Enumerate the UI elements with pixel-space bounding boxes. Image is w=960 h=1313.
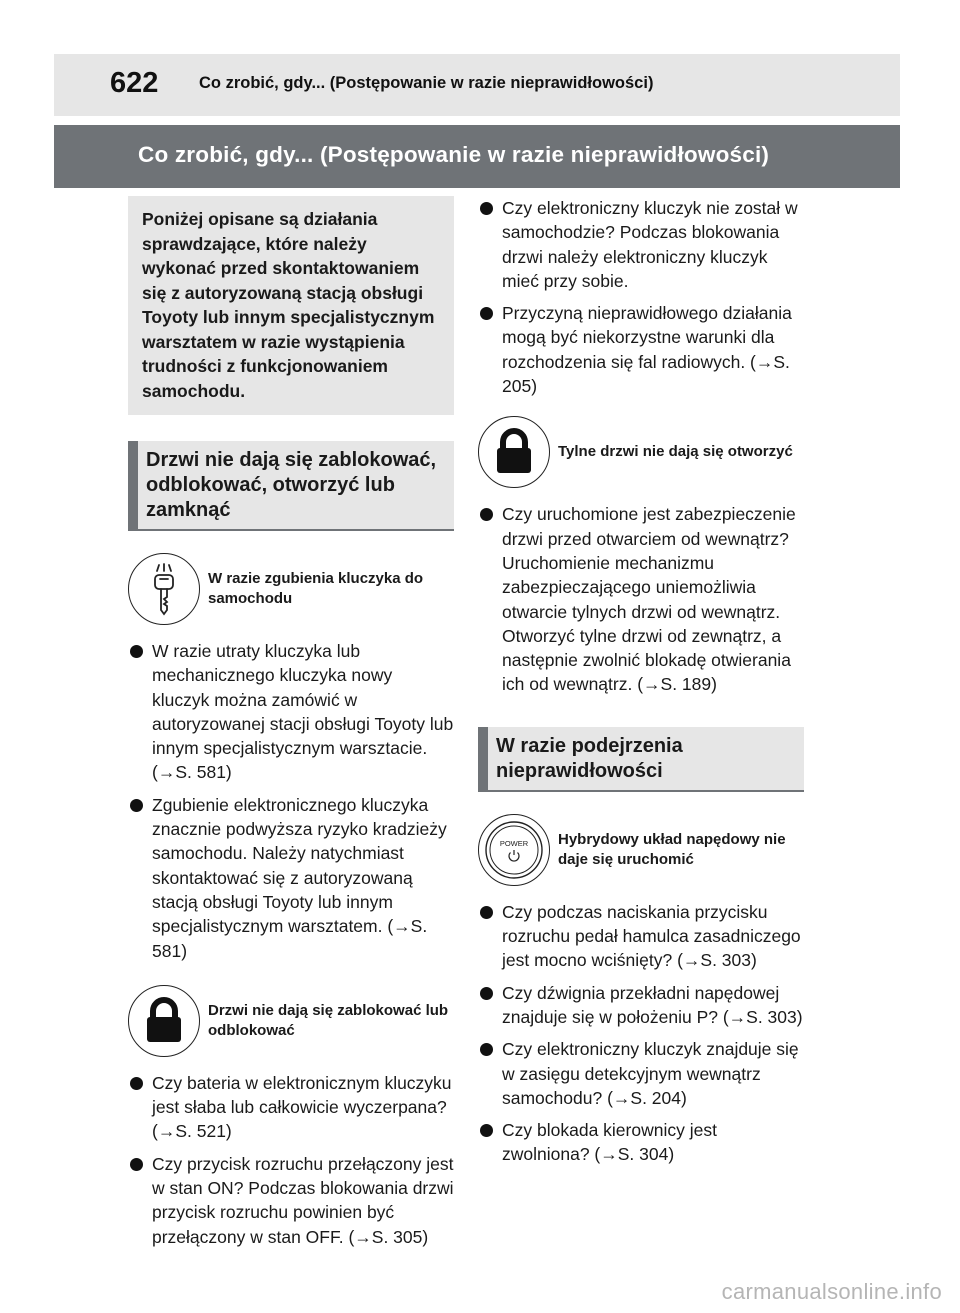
page-number: 622 — [110, 67, 159, 99]
lock-icon — [478, 416, 550, 488]
list-item: Czy dźwignia przekładni napędowej znajduje się w położeniu P? (→S. 303) — [478, 981, 804, 1030]
footer-watermark: carmanualsonline.info — [721, 1279, 942, 1304]
subsection-heading-doors: Drzwi nie dają się zablokować, odblokować, otworzyć lub zamknąć — [128, 441, 454, 531]
intro-box: Poniżej opisane są działania sprawdzające, które należy wykonać przed skontaktowaniem się z autoryzowaną stacją obsługi Toyoty lub innym specjalistycznym warsztatem w razie wystąpienia trudności z funkcjonowaniem samochodu. — [128, 196, 454, 415]
list-item: Czy uruchomione jest zabezpieczenie drzwi przed otwarciem od wewnątrz? Uruchomienie mechanizmu zabezpieczającego uniemożliwia otwarcie tylnych drzwi od wewnątrz. Otworzyć tylne drzwi od zewnątrz, a następnie zwolnić blokadę otwierania ich od wewnątrz. (→S. 189) — [478, 502, 804, 696]
list-item: Zgubienie elektronicznego kluczyka znacznie podwyższa ryzyko kradzieży samochodu. Należy natychmiast skontaktować się z autoryzowaną stacją obsługi Toyoty lub innym specjalistycznym warsztatem. (→S. 581) — [128, 793, 454, 963]
list-item: Czy przycisk rozruchu przełączony jest w stan ON? Podczas blokowania drzwi przycisk rozruchu powinien być przełączony w stan OFF. (→S. 305) — [128, 1152, 454, 1249]
right-column — [478, 196, 804, 1175]
topic-label: Hybrydowy układ napędowy nie daje się uruchomić — [558, 830, 786, 868]
topic-label: W razie zgubienia kluczyka do samochodu — [208, 570, 424, 607]
power-icon-text: POWER — [499, 838, 529, 848]
lock-icon — [128, 985, 200, 1057]
section-banner — [54, 125, 900, 188]
topic-hybrid-start — [478, 814, 804, 886]
topic-label: Tylne drzwi nie dają się otworzyć — [558, 443, 793, 461]
bullet-list — [478, 502, 804, 696]
bullet-list — [478, 900, 804, 1167]
list-item: Przyczyną nieprawidłowego działania mogą być niekorzystne warunki dla rozchodzenia się fal radiowych. (→S. 205) — [478, 301, 804, 398]
left-column — [128, 196, 454, 1257]
key-icon — [128, 553, 200, 625]
list-item: Czy bateria w elektronicznym kluczyku jest słaba lub całkowicie wyczerpana? (→S. 521) — [128, 1071, 454, 1144]
page-header — [54, 54, 900, 116]
bullet-list — [128, 639, 454, 963]
section-title: Co zrobić, gdy... (Postępowanie w razie nieprawidłowości) — [138, 142, 770, 167]
list-item: W razie utraty kluczyka lub mechanicznego kluczyka nowy kluczyk można zamówić w autoryzowanej stacji obsługi Toyoty lub innym specjalistycznym warsztacie. (→S. 581) — [128, 639, 454, 785]
topic-door-lock — [128, 985, 454, 1057]
list-item: Czy blokada kierownicy jest zwolniona? (→S. 304) — [478, 1118, 804, 1167]
subsection-heading-malfunction: W razie podejrzenia nieprawidłowości — [478, 727, 804, 792]
topic-back-door — [478, 416, 804, 488]
list-item: Czy elektroniczny kluczyk nie został w samochodzie? Podczas blokowania drzwi należy elektroniczny kluczyk mieć przy sobie. — [478, 196, 804, 293]
list-item: Czy elektroniczny kluczyk znajduje się w zasięgu detekcyjnym wewnątrz samochodu? (→S. 204) — [478, 1037, 804, 1110]
topic-lost-key — [128, 553, 454, 625]
running-title: Co zrobić, gdy... (Postępowanie w razie nieprawidłowości) — [199, 74, 654, 92]
list-item: Czy podczas naciskania przycisku rozruchu pedał hamulca zasadniczego jest mocno wciśnięty? (→S. 303) — [478, 900, 804, 973]
topic-label: Drzwi nie dają się zablokować lub odblokować — [208, 1001, 449, 1039]
power-button-icon — [478, 814, 550, 886]
bullet-list — [128, 1071, 454, 1249]
bullet-list — [478, 196, 804, 398]
